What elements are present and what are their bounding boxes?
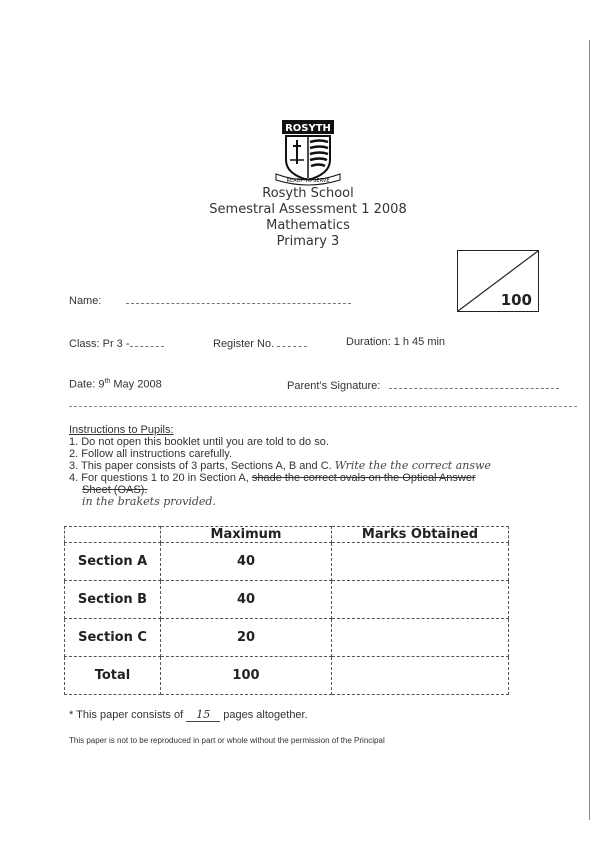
table-header-maximum: Maximum	[161, 527, 332, 543]
parent-signature-blank[interactable]	[389, 378, 559, 389]
row-maximum: 20	[161, 619, 332, 657]
register-label: Register No.	[213, 338, 275, 350]
table-row	[65, 657, 509, 695]
instruction-1: 1. Do not open this booklet until you are told to do so.	[69, 436, 329, 448]
row-marks-obtained[interactable]	[332, 543, 509, 581]
page-count-prefix: * This paper consists of	[69, 709, 184, 721]
row-marks-obtained[interactable]	[332, 619, 509, 657]
instruction-4-line3	[69, 496, 589, 508]
row-section: Section B	[65, 581, 161, 619]
instruction-4-struck2: Sheet (OAS).	[82, 484, 148, 496]
table-header-blank	[65, 527, 161, 543]
date-rest: May 2008	[113, 378, 162, 391]
level: Primary 3	[276, 234, 340, 249]
table-header-row	[65, 527, 509, 543]
date-suffix: th	[104, 378, 111, 385]
date-day: 9	[98, 378, 105, 391]
page-edge-line	[589, 40, 590, 820]
table-header-marks-obtained: Marks Obtained	[332, 527, 509, 543]
score-total: 100	[500, 291, 532, 309]
row-marks-obtained[interactable]	[332, 657, 509, 695]
instruction-4	[69, 472, 589, 484]
separator-line	[69, 406, 577, 407]
subject: Mathematics	[266, 218, 350, 233]
instruction-3-text: 3. This paper consists of 3 parts, Sections A, B and C.	[69, 460, 332, 472]
marks-table	[64, 526, 509, 695]
assessment-title: Semestral Assessment 1 2008	[209, 202, 407, 217]
school-name: Rosyth School	[262, 186, 354, 201]
page-count-value: 15	[186, 708, 220, 722]
instruction-4-prefix: 4. For questions 1 to 20 in Section A,	[69, 472, 249, 484]
instruction-4-struck: shade the correct ovals on the Optical Answer	[251, 472, 476, 484]
school-header	[150, 120, 466, 250]
instruction-4-handwritten: in the brakets provided.	[82, 495, 216, 508]
duration: Duration: 1 h 45 min	[346, 336, 446, 348]
class-field	[69, 336, 164, 350]
row-maximum: 100	[161, 657, 332, 695]
row-maximum: 40	[161, 581, 332, 619]
name-label: Name:	[69, 295, 102, 307]
class-label: Class:	[69, 338, 100, 350]
logo-text: ROSYTH	[285, 123, 331, 134]
date-label: Date:	[69, 378, 96, 391]
register-blank[interactable]	[277, 336, 307, 347]
instructions-title: Instructions to Pupils:	[69, 424, 174, 436]
name-blank[interactable]	[126, 293, 351, 304]
instructions	[69, 424, 589, 508]
row-section: Section A	[65, 543, 161, 581]
table-row	[65, 543, 509, 581]
row-marks-obtained[interactable]	[332, 581, 509, 619]
class-value: Pr 3 -	[102, 338, 130, 350]
table-row	[65, 619, 509, 657]
row-section: Section C	[65, 619, 161, 657]
reproduction-notice: This paper is not to be reproduced in part or whole without the permission of the Principal	[69, 736, 385, 745]
parent-signature-label: Parent’s Signature:	[287, 380, 381, 392]
page-count-suffix: pages altogether.	[223, 709, 308, 721]
date-field	[69, 378, 162, 391]
logo-motto: READY TO SERVE	[286, 178, 330, 184]
table-row	[65, 581, 509, 619]
page-count-note	[69, 708, 308, 722]
instruction-3-handwritten: Write the the correct answe	[334, 459, 491, 472]
instruction-2: 2. Follow all instructions carefully.	[69, 448, 233, 460]
name-field	[69, 293, 351, 307]
school-crest-logo	[272, 120, 344, 186]
row-section: Total	[65, 657, 161, 695]
instruction-3	[69, 460, 589, 472]
class-blank[interactable]	[130, 336, 164, 347]
row-maximum: 40	[161, 543, 332, 581]
parent-signature-field	[287, 378, 559, 392]
register-field	[213, 336, 307, 350]
score-box	[457, 250, 539, 312]
